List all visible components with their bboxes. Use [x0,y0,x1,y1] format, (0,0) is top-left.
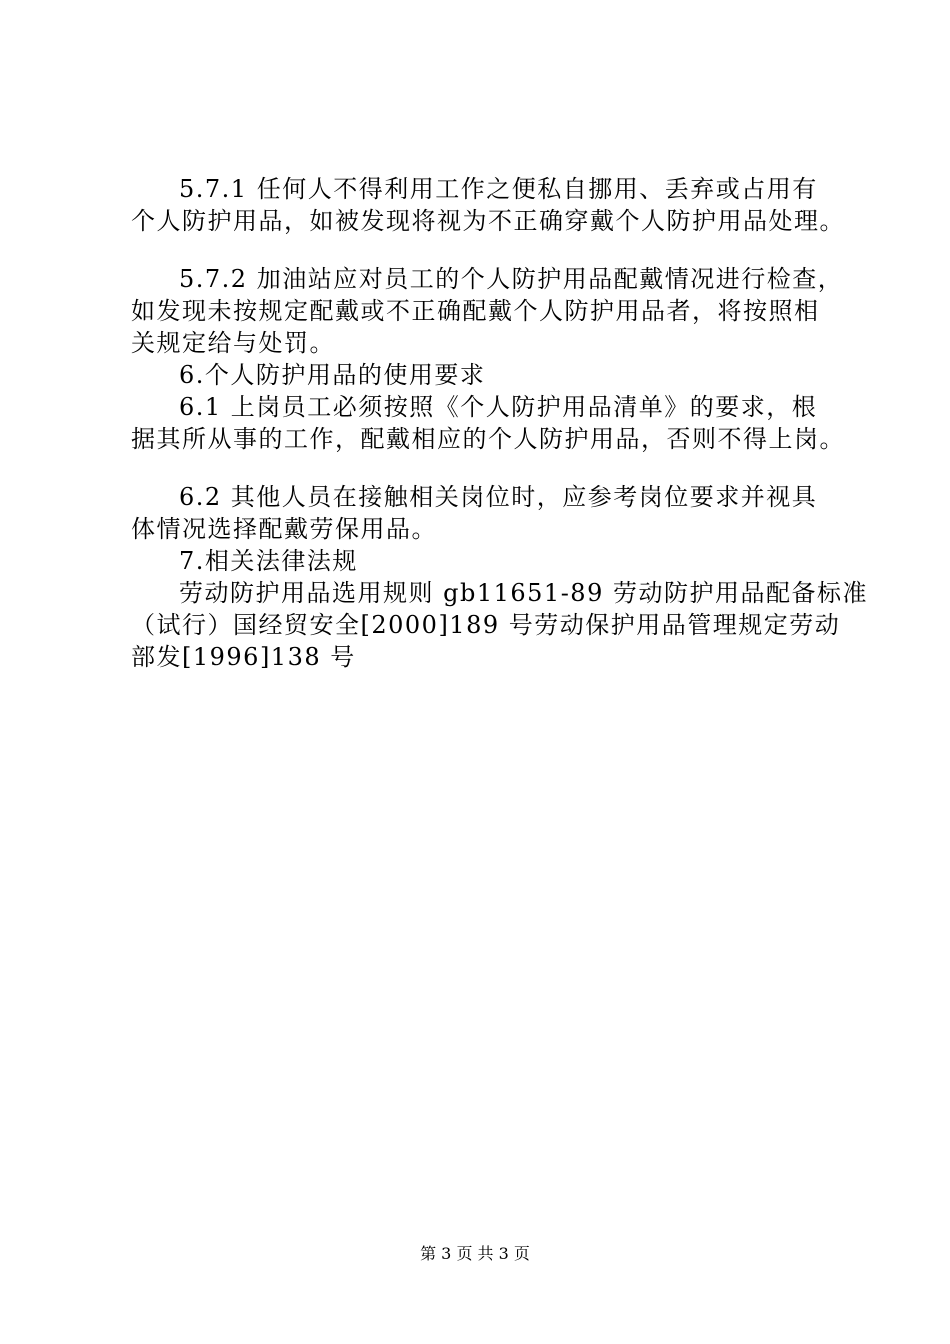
section-7-heading: 7.相关法律法规 [179,547,358,575]
paragraph-6-1-line-1: 6.1 上岗员工必须按照《个人防护用品清单》的要求，根 [179,393,818,421]
paragraph-6-2-line-1: 6.2 其他人员在接触相关岗位时，应参考岗位要求并视具 [179,483,818,511]
regulations-line-1: 劳动防护用品选用规则 gb11651-89 劳动防护用品配备标准 [179,579,868,607]
regulations-line-3: 部发[1996]138 号 [131,643,356,671]
paragraph-5-7-2-line-1: 5.7.2 加油站应对员工的个人防护用品配戴情况进行检查， [179,265,844,293]
page-number-footer: 第 3 页 共 3 页 [420,1244,530,1263]
paragraph-5-7-2-line-3: 关规定给与处罚。 [131,329,335,357]
paragraph-5-7-1-line-2: 个人防护用品，如被发现将视为不正确穿戴个人防护用品处理。 [131,207,845,235]
paragraph-5-7-2-line-2: 如发现未按规定配戴或不正确配戴个人防护用品者，将按照相 [131,297,820,325]
paragraph-5-7-1-line-1: 5.7.1 任何人不得利用工作之便私自挪用、丢弃或占用有 [179,175,818,203]
paragraph-6-1-line-2: 据其所从事的工作，配戴相应的个人防护用品，否则不得上岗。 [131,425,845,453]
regulations-line-2: （试行）国经贸安全[2000]189 号劳动保护用品管理规定劳动 [131,611,841,639]
paragraph-6-2-line-2: 体情况选择配戴劳保用品。 [131,515,437,543]
section-6-heading: 6.个人防护用品的使用要求 [179,361,486,389]
